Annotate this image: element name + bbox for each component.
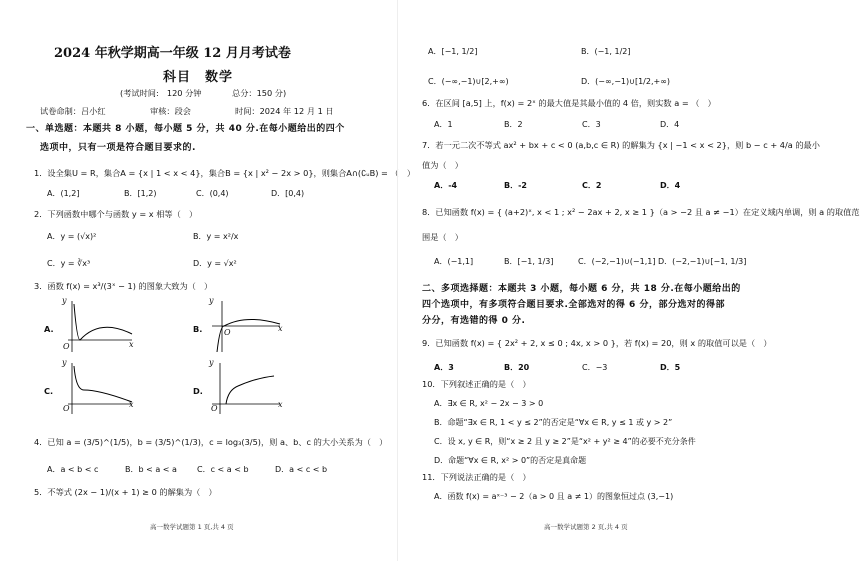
q6-option-c: C．3 [582,120,601,129]
q1-option-c: C．(0,4) [196,189,229,198]
q8-option-b: B．[−1, 1/3] [504,257,554,266]
q9-option-b: B．20 [504,363,530,372]
q8-option-d: D．(−2,−1)∪[−1, 1/3] [658,257,747,266]
q7-stem-2: 值为（ ） [422,160,463,170]
q3-label-d: D. [193,386,203,396]
q3-d-x-label: x [278,400,283,409]
q3-label-c: C. [44,386,54,396]
q8-stem: 8．已知函数 f(x) = { (a+2)ˣ, x < 1 ; x² − 2ax + 2, x ≥ 1 }（a > −2 且 a ≠ −1）在定义域内单调，则 a 的取值范 [422,207,860,217]
exam-title: 2024 年秋学期高一年级 12 月月考试卷 [54,46,291,61]
section1-heading-2: 选项中，只有一项是符合题目要求的. [40,143,196,153]
section2-heading: 二、多项选择题：本题共 3 小题，每小题 6 分，共 18 分.在每小题给出的 [422,284,741,294]
q11-option-a: A．函数 f(x) = aˣ⁻³ − 2（a > 0 且 a ≠ 1）的图象恒过点 (3,−1) [434,492,674,501]
q3-graph-c [60,360,136,416]
section1-heading: 一、单选题：本题共 8 小题，每小题 5 分，共 40 分.在每小题给出的四个 [26,124,345,134]
q2-option-d: D．y = √x² [193,259,237,268]
q7-option-d: D．4 [660,181,681,190]
q3-label-a: A. [44,324,54,334]
q9-option-a: A．3 [434,363,454,372]
q5-option-d: D．(−∞,−1)∪[1/2,+∞) [581,77,670,86]
q1-stem: 1．设全集U = R，集合A = {x | 1 < x < 4}，集合B = {x | x² − 2x > 0}，则集合A∩(∁ᵤB) = （ ） [34,168,416,178]
q10-option-c: C．设 x, y ∈ R，则“x ≥ 2 且 y ≥ 2”是“x² + y² ≥ 4”的必要不充分条件 [434,437,696,446]
q3-d-origin: O [211,404,218,413]
q3-c-y-label: y [62,358,67,367]
q3-c-x-label: x [129,400,134,409]
section2-heading-2: 四个选项中，有多项符合题目要求.全部选对的得 6 分，部分选对的得部 [422,300,725,310]
footer-page-1: 高一数学试题第 1 页,共 4 页 [150,523,234,531]
q7-option-a: A．-4 [434,181,458,190]
page-2 [397,0,860,561]
q2-option-b: B．y = x²/x [193,232,239,241]
q3-graph-d [208,360,284,416]
subject-title: 科目 数学 [163,70,234,85]
q3-a-origin: O [63,342,70,351]
q7-stem: 7．若一元二次不等式 ax² + bx + c < 0 (a,b,c ∈ R) 的解集为 {x | −1 < x < 2}，则 b − c + 4/a 的最小 [422,140,820,150]
total-score: 总分：150 分) [232,88,287,98]
q2-stem: 2．下列函数中哪个与函数 y = x 相等（ ） [34,209,198,219]
q1-option-a: A．(1,2] [47,189,80,198]
exam-date: 时间：2024 年 12 月 1 日 [235,106,334,116]
q5-option-a: A．[−1, 1/2] [428,47,478,56]
q4-option-d: D．a < c < b [275,465,328,474]
setter: 试卷命制：吕小红 [40,106,106,116]
q1-option-b: B．[1,2) [124,189,157,198]
q7-option-b: B．-2 [504,181,527,190]
q5-option-c: C．(−∞,−1)∪[2,+∞) [428,77,509,86]
q10-stem: 10．下列叙述正确的是（ ） [422,379,531,389]
q10-option-d: D．命题“∀x ∈ R, x² > 0”的否定是真命题 [434,456,587,465]
q5-stem: 5．不等式 (2x − 1)/(x + 1) ≥ 0 的解集为（ ） [34,487,217,497]
q6-stem: 6．在区间 [a,5] 上，f(x) = 2ˣ 的最大值是其最小值的 4 倍，则实数 a = （ ） [422,98,716,108]
q9-stem: 9．已知函数 f(x) = { 2x² + 2, x ≤ 0 ; 4x, x > 0 }，若 f(x) = 20，则 x 的取值可以是（ ） [422,338,772,348]
q9-option-c: C．−3 [582,363,608,372]
q3-b-y-label: y [209,296,214,305]
q10-option-a: A．∃x ∈ R, x² − 2x − 3 > 0 [434,399,544,408]
q2-option-c: C．y = ∛x³ [47,259,91,268]
q4-stem: 4．已知 a = (3/5)^(1/5)，b = (3/5)^(1/3)，c = log₃(3/5)，则 a、b、c 的大小关系为（ ） [34,437,388,447]
q7-option-c: C．2 [582,181,602,190]
q9-option-d: D．5 [660,363,681,372]
q3-label-b: B. [193,324,203,334]
footer-page-2: 高一数学试题第 2 页,共 4 页 [544,523,628,531]
q5-option-b: B．(−1, 1/2] [581,47,631,56]
q3-graph-a [60,298,136,354]
q6-option-a: A．1 [434,120,453,129]
q8-stem-2: 围是（ ） [422,232,463,242]
q6-option-d: D．4 [660,120,680,129]
q3-d-y-label: y [209,358,214,367]
q1-option-d: D．[0,4) [271,189,305,198]
q8-option-a: A．(−1,1] [434,257,474,266]
page-1 [0,0,416,561]
q3-a-x-label: x [129,340,134,349]
q3-a-y-label: y [62,296,67,305]
q11-stem: 11．下列说法正确的是（ ） [422,472,531,482]
q3-c-origin: O [63,404,70,413]
q10-option-b: B．命题“∃x ∈ R, 1 < y ≤ 2”的否定是“∀x ∈ R, y ≤ 1 或 y > 2” [434,418,673,427]
section2-heading-3: 分分，有选错的得 0 分. [422,316,526,326]
q3-graph-b [208,298,284,354]
q6-option-b: B．2 [504,120,523,129]
q4-option-a: A．a < b < c [47,465,99,474]
q3-b-x-label: x [278,324,283,333]
q3-stem: 3．函数 f(x) = x³/(3ˣ − 1) 的图象大致为（ ） [34,281,213,291]
q4-option-c: C．c < a < b [197,465,249,474]
q2-option-a: A．y = (√x)² [47,232,97,241]
exam-time: (考试时间: 120 分钟 [120,88,202,98]
q8-option-c: C．(−2,−1)∪(−1,1] [578,257,656,266]
q4-option-b: B．b < a < a [125,465,177,474]
q3-b-origin: O [224,328,231,337]
reviewer: 审核：段会 [150,106,191,116]
